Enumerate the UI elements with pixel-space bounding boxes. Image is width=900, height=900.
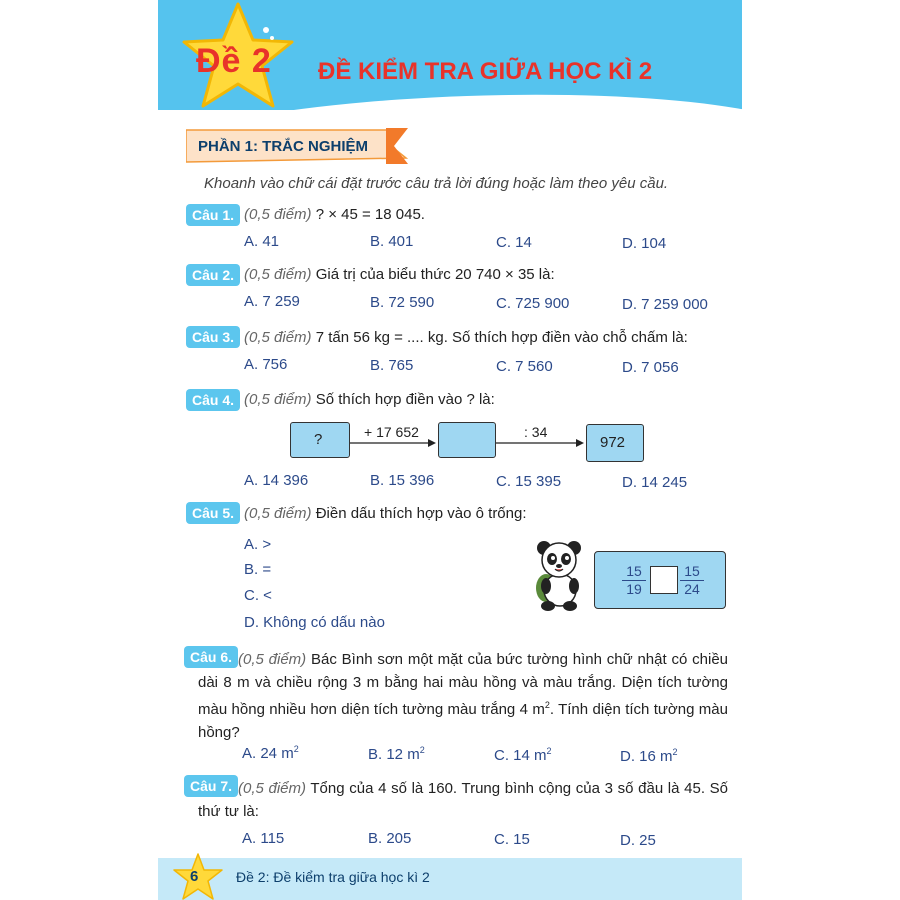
question-text-6	[198, 648, 728, 744]
question-prompt: Tổng của 4 số là 160. Trung bình cộng của 3 số đầu là 45. Số thứ tư là:	[198, 780, 728, 820]
flow-op-add: + 17 652	[364, 424, 419, 440]
fraction-right-numerator: 15	[680, 563, 704, 581]
page-number: 6	[190, 868, 199, 885]
question-badge-1: Câu 1.	[186, 204, 240, 226]
question-text-4	[244, 391, 495, 408]
option-3-d[interactable]: D. 7 056	[622, 359, 679, 376]
question-points: (0,5 điểm)	[238, 780, 307, 797]
question-points: (0,5 điểm)	[244, 329, 312, 346]
question-badge-4: Câu 4.	[186, 389, 240, 411]
option-7-c[interactable]: C. 15	[494, 831, 530, 848]
fraction-right-denominator: 24	[684, 581, 700, 597]
question-badge-6: Câu 6.	[184, 646, 238, 668]
option-7-b[interactable]: B. 205	[368, 830, 412, 847]
option-6-d[interactable]: D. 16 $m^2$	[620, 747, 678, 765]
option-7-d[interactable]: D. 25	[620, 832, 656, 849]
option-5-d[interactable]: D. Không có dấu nào	[244, 614, 385, 631]
option-1-a[interactable]: A. 41	[244, 233, 280, 250]
flow-box-middle[interactable]	[438, 422, 496, 458]
question-prompt: 7 tấn 56 kg = .... kg. Số thích hợp điền vào chỗ chấm là:	[311, 329, 688, 346]
question-points: (0,5 điểm)	[244, 266, 312, 283]
option-1-b[interactable]: B. 401	[370, 233, 414, 250]
footer-title: Đề 2: Đề kiểm tra giữa học kì 2	[236, 869, 430, 885]
question-text-5	[244, 505, 527, 522]
question-badge-7: Câu 7.	[184, 775, 238, 797]
fraction-right	[680, 563, 704, 597]
option-3-b[interactable]: B. 765	[370, 357, 414, 374]
option-6-c[interactable]: C. 14 $m^2$	[494, 746, 552, 764]
comparison-blank-box[interactable]	[650, 566, 678, 594]
option-4-b[interactable]: B. 15 396	[370, 472, 435, 489]
option-5-c[interactable]: C. <	[244, 587, 272, 604]
question-prompt-end: . Tính diện tích tường màu hồng?	[198, 701, 728, 741]
option-5-b[interactable]: B. =	[244, 561, 272, 578]
section-label: PHẦN 1: TRẮC NGHIỆM	[198, 138, 369, 155]
exam-number: Đề 2	[196, 42, 272, 80]
question-points: (0,5 điểm)	[244, 505, 312, 522]
option-2-d[interactable]: D. 7 259 000	[622, 296, 708, 313]
option-1-d[interactable]: D. 104	[622, 235, 667, 252]
question-prompt: Số thích hợp điền vào ? là:	[311, 391, 495, 408]
question-prompt: ? × 45 = 18 045.	[311, 206, 425, 223]
option-4-c[interactable]: C. 15 395	[496, 473, 562, 490]
option-2-b[interactable]: B. 72 590	[370, 294, 435, 311]
flow-box-start-label: ?	[314, 431, 323, 448]
unit-exponent: 2	[544, 700, 550, 710]
panda-illustration	[526, 540, 590, 612]
section-instruction: Khoanh vào chữ cái đặt trước câu trả lời đúng hoặc làm theo yêu cầu.	[204, 175, 669, 192]
fraction-left	[622, 563, 646, 597]
workbook-page	[158, 0, 742, 900]
question-badge-5: Câu 5.	[186, 502, 240, 524]
question-text-3	[244, 329, 688, 346]
flow-op-divide: : 34	[524, 424, 548, 440]
question-prompt: Điền dấu thích hợp vào ô trống:	[311, 505, 527, 522]
question-prompt: Bác Bình sơn một mặt của bức tường hình chữ nhật có chiều dài 8 m và chiều rộng 3 m bằng hai màu hồng và màu trắng. Diện tích tường màu hồng nhiều hơn diện tích tường màu trắng 4 m	[198, 651, 729, 718]
option-3-a[interactable]: A. 756	[244, 356, 288, 373]
question-badge-3: Câu 3.	[186, 326, 240, 348]
question-points: (0,5 điểm)	[238, 651, 307, 668]
option-6-a[interactable]: A. 24 $m^2$	[242, 744, 299, 762]
option-5-a[interactable]: A. >	[244, 536, 272, 553]
option-4-d[interactable]: D. 14 245	[622, 474, 688, 491]
question-text-7	[198, 777, 728, 823]
question-text-1	[244, 206, 425, 223]
flow-box-end-label: 972	[600, 434, 626, 451]
option-2-c[interactable]: C. 725 900	[496, 295, 570, 312]
question-points: (0,5 điểm)	[244, 206, 312, 223]
option-1-c[interactable]: C. 14	[496, 234, 532, 251]
fraction-left-numerator: 15	[622, 563, 646, 581]
option-2-a[interactable]: A. 7 259	[244, 293, 300, 310]
option-3-c[interactable]: C. 7 560	[496, 358, 553, 375]
question-points: (0,5 điểm)	[244, 391, 312, 408]
question-badge-2: Câu 2.	[186, 264, 240, 286]
option-4-a[interactable]: A. 14 396	[244, 472, 309, 489]
question-prompt: Giá trị của biểu thức 20 740 × 35 là:	[311, 266, 555, 283]
exam-title: ĐỀ KIỂM TRA GIỮA HỌC KÌ 2	[318, 58, 653, 85]
option-7-a[interactable]: A. 115	[242, 830, 285, 847]
question-text-2	[244, 266, 555, 283]
option-6-b[interactable]: B. 12 $m^2$	[368, 745, 425, 763]
fraction-left-denominator: 19	[626, 581, 642, 597]
